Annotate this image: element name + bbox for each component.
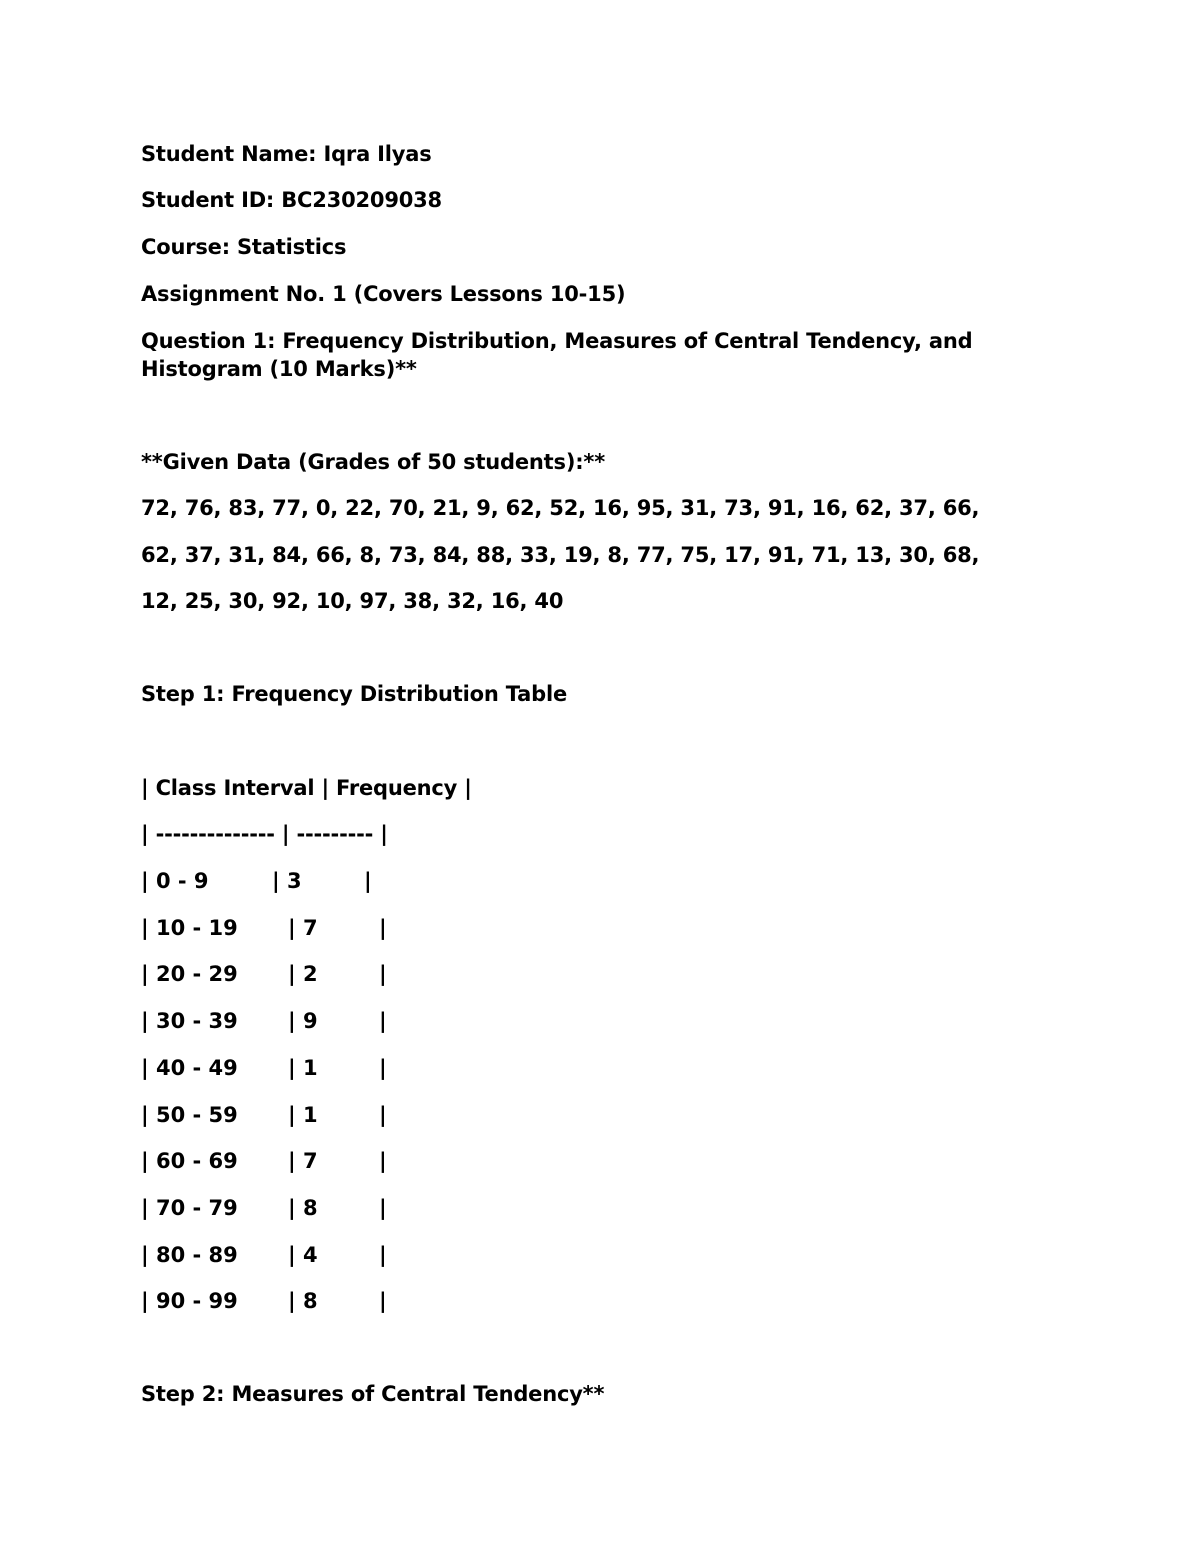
- student-name: Student Name: Iqra Ilyas: [141, 142, 432, 166]
- table-cell-end: |: [379, 916, 387, 940]
- table-cell-frequency: | 9: [288, 1009, 318, 1033]
- table-cell-frequency: | 8: [288, 1196, 318, 1220]
- student-id: Student ID: BC230209038: [141, 188, 442, 212]
- step2-heading: Step 2: Measures of Central Tendency**: [141, 1382, 605, 1406]
- table-cell-interval: | 20 - 29: [141, 962, 238, 986]
- table-cell-end: |: [379, 1056, 387, 1080]
- table-cell-end: |: [379, 1196, 387, 1220]
- table-cell-end: |: [379, 1103, 387, 1127]
- table-cell-frequency: | 1: [288, 1056, 318, 1080]
- table-cell-end: |: [364, 869, 372, 893]
- table-cell-frequency: | 7: [288, 916, 318, 940]
- table-cell-frequency: | 8: [288, 1289, 318, 1313]
- step1-heading: Step 1: Frequency Distribution Table: [141, 682, 567, 706]
- table-cell-end: |: [379, 1289, 387, 1313]
- given-data-line2: 62, 37, 31, 84, 66, 8, 73, 84, 88, 33, 19, 8, 77, 75, 17, 91, 71, 13, 30, 68,: [141, 543, 980, 567]
- table-cell-interval: | 90 - 99: [141, 1289, 238, 1313]
- given-data-heading: **Given Data (Grades of 50 students):**: [141, 450, 605, 474]
- table-cell-interval: | 30 - 39: [141, 1009, 238, 1033]
- table-cell-frequency: | 3: [272, 869, 302, 893]
- table-cell-frequency: | 7: [288, 1149, 318, 1173]
- question-title-line1: Question 1: Frequency Distribution, Measures of Central Tendency, and: [141, 329, 973, 353]
- table-cell-end: |: [379, 1243, 387, 1267]
- table-cell-end: |: [379, 962, 387, 986]
- course: Course: Statistics: [141, 235, 347, 259]
- table-header: | Class Interval | Frequency |: [141, 776, 472, 800]
- table-separator: | -------------- | --------- |: [141, 822, 388, 846]
- given-data-line1: 72, 76, 83, 77, 0, 22, 70, 21, 9, 62, 52, 16, 95, 31, 73, 91, 16, 62, 37, 66,: [141, 496, 980, 520]
- table-cell-frequency: | 2: [288, 962, 318, 986]
- given-data-line3: 12, 25, 30, 92, 10, 97, 38, 32, 16, 40: [141, 589, 564, 613]
- table-cell-interval: | 80 - 89: [141, 1243, 238, 1267]
- table-cell-frequency: | 1: [288, 1103, 318, 1127]
- table-cell-interval: | 60 - 69: [141, 1149, 238, 1173]
- assignment-title: Assignment No. 1 (Covers Lessons 10-15): [141, 282, 626, 306]
- table-cell-interval: | 10 - 19: [141, 916, 238, 940]
- table-cell-interval: | 40 - 49: [141, 1056, 238, 1080]
- table-cell-interval: | 50 - 59: [141, 1103, 238, 1127]
- table-cell-end: |: [379, 1149, 387, 1173]
- table-cell-interval: | 70 - 79: [141, 1196, 238, 1220]
- table-cell-end: |: [379, 1009, 387, 1033]
- question-title-line2: Histogram (10 Marks)**: [141, 357, 417, 381]
- table-cell-frequency: | 4: [288, 1243, 318, 1267]
- table-cell-interval: | 0 - 9: [141, 869, 209, 893]
